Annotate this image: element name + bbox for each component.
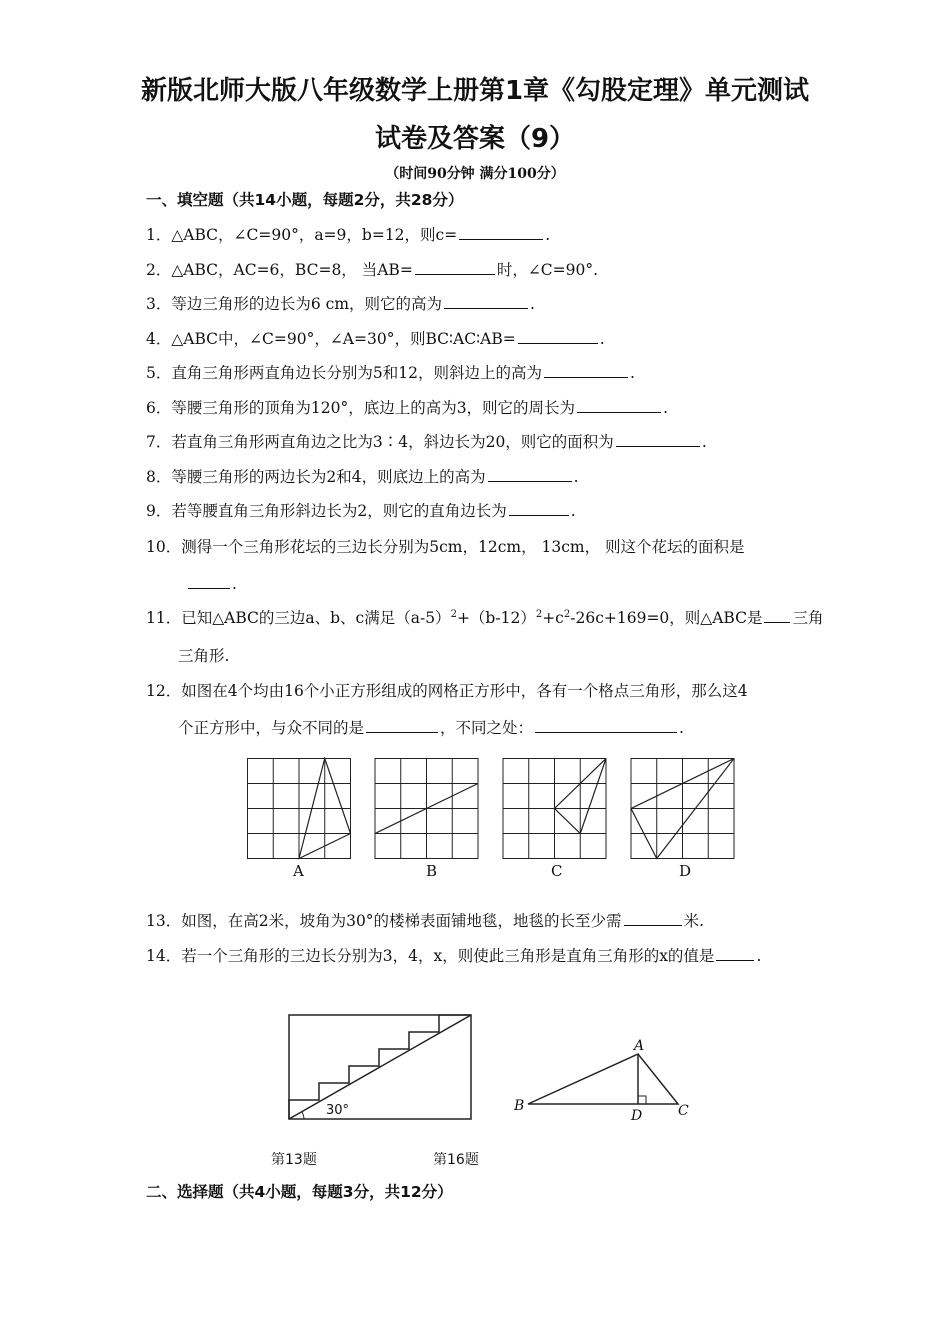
question-1 (146, 223, 550, 245)
grid-label-c: C (551, 862, 563, 880)
question-end: . (629, 364, 635, 382)
question-text: 三角形. (178, 647, 230, 665)
question-text: 7．若直角三角形两直角边之比为3∶4，斜边长为20，则它的面积为 (146, 433, 614, 451)
question-text: 6．等腰三角形的顶角为120°，底边上的高为3，则它的周长为 (146, 399, 576, 417)
section-heading-fill-blank: 一、填空题（共14小题，每题2分，共28分） (146, 191, 464, 209)
question-text: 1．△ABC，∠C=90°，a=9，b=12，则c= (146, 226, 458, 244)
question-end: . (573, 468, 579, 486)
vertex-label-d: D (631, 1108, 643, 1124)
staircase-figure (286, 1012, 476, 1122)
question-end: . (663, 399, 668, 417)
question-text: 12．如图在4个均由16个小正方形组成的网格正方形中，各有一个格点三角形，那么这4 (146, 682, 748, 700)
answer-blank[interactable] (616, 430, 700, 447)
answer-blank[interactable] (764, 606, 790, 623)
exponent: 2 (450, 608, 457, 620)
caption-figure-13: 第13题 (271, 1152, 317, 1168)
question-5 (146, 361, 635, 383)
question-text: 三角 (792, 609, 824, 627)
question-end: . (701, 433, 707, 451)
question-12-line2 (178, 716, 684, 738)
page-title-line2: 试卷及答案（9） (374, 124, 576, 154)
question-text: 9．若等腰直角三角形斜边长为2，则它的直角边长为 (146, 502, 507, 520)
grid-d (631, 759, 734, 859)
answer-blank[interactable] (577, 396, 661, 413)
question-text: 8．等腰三角形的两边长为2和4，则底边上的高为 (146, 468, 486, 486)
angle-label: 30° (326, 1103, 350, 1118)
question-text: 3．等边三角形的边长为6 cm，则它的高为 (146, 295, 443, 313)
question-3 (146, 292, 535, 314)
answer-blank[interactable] (535, 716, 677, 733)
question-text: +c (542, 609, 564, 627)
answer-blank[interactable] (366, 716, 438, 733)
question-end: 时，∠C=90°. (496, 261, 599, 279)
question-2 (146, 258, 598, 280)
grid-b (375, 759, 478, 859)
question-10 (146, 535, 745, 557)
question-13 (146, 909, 704, 931)
grid-label-a: A (293, 862, 304, 880)
question-end: . (530, 295, 535, 313)
question-text: 2．△ABC，AC=6，BC=8， 当AB= (146, 261, 413, 279)
answer-blank[interactable] (444, 292, 528, 309)
question-6 (146, 396, 668, 418)
grid-a (248, 759, 351, 859)
section-heading-multiple-choice: 二、选择题（共4小题，每题3分，共12分） (146, 1183, 453, 1201)
question-text: 14．若一个三角形的三边长分别为3，4，x，则使此三角形是直角三角形的x的值是 (146, 947, 715, 965)
question-11-line2 (178, 644, 229, 666)
question-end: . (545, 226, 551, 244)
caption-figure-16: 第16题 (433, 1152, 479, 1168)
page-title-line1: 新版北师大版八年级数学上册第1章《勾股定理》单元测试 (140, 76, 810, 106)
question-end: 米. (683, 912, 704, 930)
question-text: -26c+169=0，则△ABC是 (570, 609, 763, 627)
question-end: . (756, 947, 762, 965)
question-end: . (232, 575, 237, 593)
answer-blank[interactable] (624, 909, 682, 926)
answer-blank[interactable] (716, 944, 754, 961)
question-7 (146, 430, 707, 452)
question-10-line2 (186, 572, 237, 593)
answer-blank[interactable] (188, 572, 230, 589)
vertex-label-c: C (678, 1103, 689, 1119)
question-text: 11．已知△ABC的三边a、b、c满足（a-5） (146, 609, 451, 627)
question-11 (146, 606, 823, 628)
question-text: 4．△ABC中，∠C=90°，∠A=30°，则BC∶AC∶AB= (146, 330, 516, 348)
grid-c (503, 759, 606, 859)
question-text: ，不同之处： (440, 719, 534, 737)
exponent: 2 (535, 608, 543, 620)
grid-label-d: D (679, 862, 692, 880)
exponent: 2 (563, 608, 571, 620)
grid-figures (246, 757, 736, 861)
answer-blank[interactable] (459, 223, 543, 240)
answer-blank[interactable] (509, 499, 569, 516)
question-12 (146, 679, 748, 701)
question-text: 13．如图，在高2米，坡角为30°的楼梯表面铺地毯，地毯的长至少需 (146, 912, 622, 930)
question-end: . (679, 719, 684, 737)
question-9 (146, 499, 576, 521)
question-text: 10．测得一个三角形花坛的三边长分别为5cm，12cm， 13cm， 则这个花坛的面积是 (146, 538, 745, 556)
answer-blank[interactable] (544, 361, 628, 378)
triangle-figure (510, 1034, 700, 1124)
question-text: +（b-12） (456, 609, 536, 627)
question-8 (146, 465, 579, 487)
answer-blank[interactable] (415, 258, 495, 275)
grid-label-b: B (426, 862, 438, 880)
question-text: 5．直角三角形两直角边长分别为5和12，则斜边上的高为 (146, 364, 542, 382)
question-14 (146, 944, 761, 966)
question-text: 个正方形中，与众不同的是 (178, 719, 365, 737)
question-end: . (599, 330, 605, 348)
vertex-label-b: B (514, 1098, 525, 1114)
answer-blank[interactable] (488, 465, 572, 482)
answer-blank[interactable] (518, 327, 598, 344)
page-subtitle: （时间90分钟 满分100分） (385, 166, 565, 182)
vertex-label-a: A (634, 1038, 645, 1054)
question-end: . (570, 502, 576, 520)
question-4 (146, 327, 605, 349)
